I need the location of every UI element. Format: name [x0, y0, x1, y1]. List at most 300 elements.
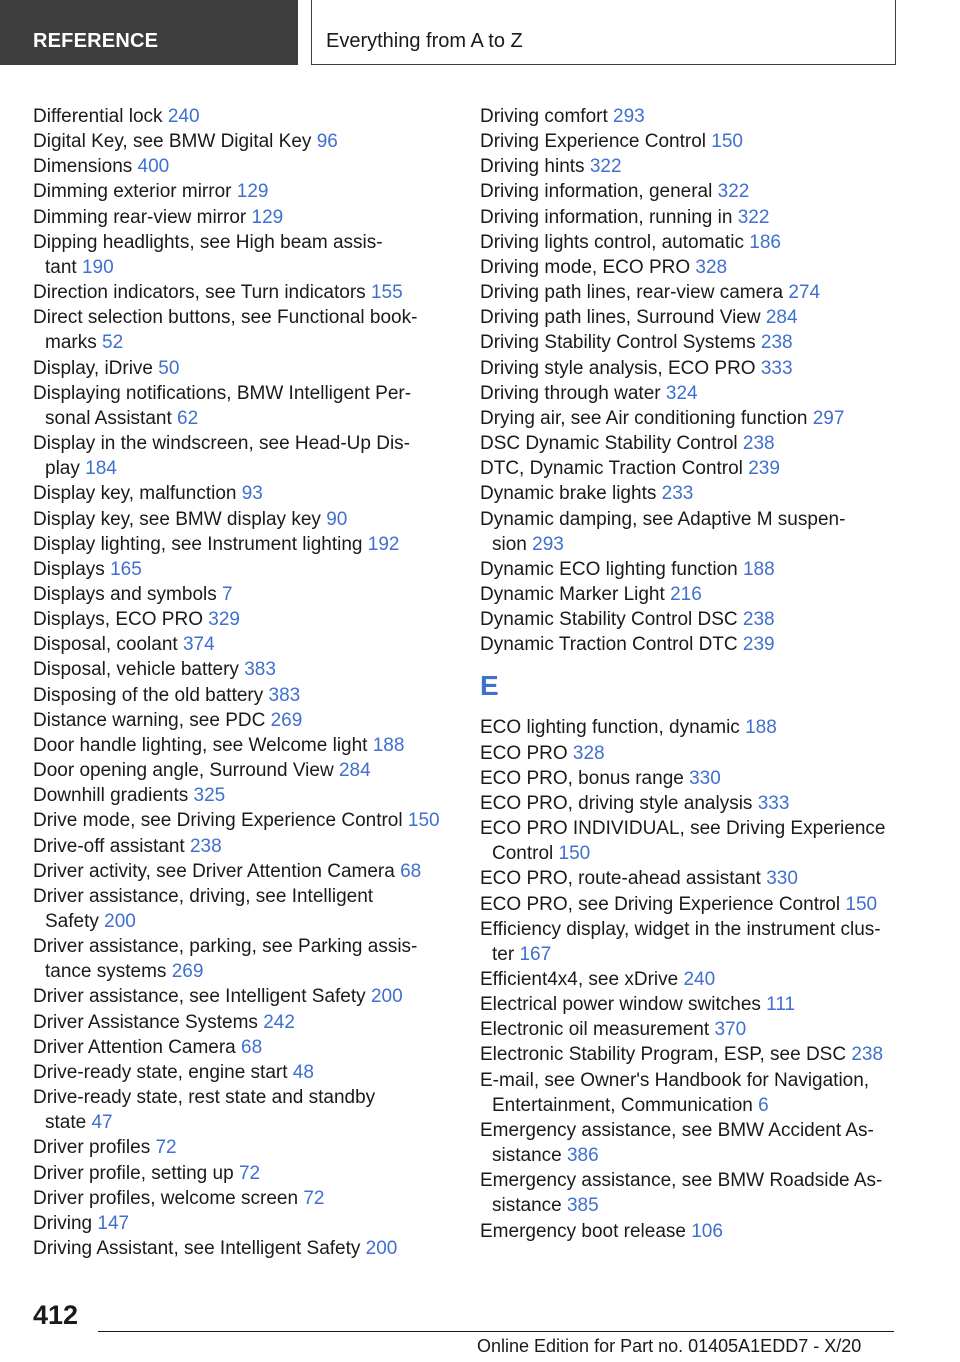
index-term: sistance [492, 1145, 562, 1167]
index-entry [33, 1135, 453, 1160]
index-term: Driver assistance, parking, see Parking assis- [33, 936, 418, 958]
index-entry-line [480, 791, 900, 816]
index-column-left [33, 104, 453, 1261]
index-entry-line [33, 708, 453, 733]
index-entry-line [33, 532, 453, 557]
section-tab-label: REFERENCE [33, 30, 159, 52]
index-term: Driver Assistance Systems [33, 1011, 258, 1033]
index-entry-line [33, 1236, 453, 1261]
index-entry-line [480, 607, 900, 632]
index-term: Dimming rear-view mirror [33, 206, 247, 228]
section-tab [0, 0, 298, 65]
index-entry-line [33, 330, 453, 355]
index-entry-line [33, 356, 453, 381]
page-reference-link[interactable]: 238 [851, 1044, 884, 1066]
page-reference-link[interactable]: 190 [81, 256, 114, 278]
index-term: Display key, malfunction [33, 483, 237, 505]
page-reference-link[interactable]: 106 [691, 1220, 723, 1242]
index-entry-line [33, 733, 453, 758]
index-term: Dimensions [33, 156, 133, 178]
index-entry-line [33, 154, 453, 179]
page-reference-link[interactable]: 322 [589, 156, 622, 178]
index-entry [480, 1219, 900, 1244]
index-entry-line [480, 381, 900, 406]
index-term: Downhill gradients [33, 785, 189, 807]
page-reference-link[interactable]: 96 [316, 131, 338, 153]
index-entry [33, 1085, 453, 1135]
index-entry [480, 381, 900, 406]
page-reference-link[interactable]: 111 [766, 994, 796, 1016]
index-term: Driver assistance, driving, see Intelligent [33, 885, 374, 907]
index-term: Driving [33, 1212, 93, 1234]
index-entry-line [480, 1193, 900, 1218]
page-reference-link[interactable]: 155 [370, 282, 403, 304]
index-entry-line [480, 917, 900, 942]
index-entry [480, 791, 900, 816]
index-term: Driving comfort [480, 106, 608, 127]
index-term: ECO PRO, driving style analysis [480, 792, 753, 814]
page-reference-link[interactable]: 330 [689, 767, 721, 789]
index-entry-line [33, 305, 453, 330]
index-entry-line [33, 406, 453, 431]
index-entry-line [480, 632, 900, 657]
index-entry [480, 481, 900, 506]
page-reference-link[interactable]: 184 [85, 458, 117, 480]
page-reference-link[interactable]: 68 [400, 860, 422, 882]
index-entry [33, 1060, 453, 1085]
index-term: Emergency assistance, see BMW Roadside As- [480, 1170, 883, 1192]
index-entry-line [480, 129, 900, 154]
page-reference-link[interactable]: 322 [737, 206, 770, 228]
page-reference-link[interactable]: 370 [714, 1019, 747, 1041]
page-reference-link[interactable]: 200 [365, 1238, 398, 1260]
index-entry-line [33, 783, 453, 808]
index-entry [33, 230, 453, 280]
index-entry [33, 1035, 453, 1060]
index-term: Electronic oil measurement [480, 1019, 710, 1041]
index-entry [480, 632, 900, 657]
index-term: Control [492, 843, 554, 865]
index-entry [33, 1186, 453, 1211]
page-reference-link[interactable]: 383 [244, 659, 276, 681]
index-entry [480, 280, 900, 305]
page-reference-link[interactable]: 333 [760, 357, 793, 379]
page-number: 412 [33, 1300, 79, 1330]
index-term: sion [492, 533, 527, 555]
index-term: Displays and symbols [33, 583, 217, 605]
page-reference-link[interactable]: 48 [292, 1061, 314, 1083]
index-entry-line [33, 909, 453, 934]
page-reference-link[interactable]: 238 [742, 609, 775, 631]
index-term: ECO lighting function, dynamic [480, 717, 740, 739]
index-entry [33, 1211, 453, 1236]
page-reference-link[interactable]: 147 [97, 1212, 130, 1234]
page-reference-link[interactable]: 7 [222, 583, 233, 605]
index-entry-line [33, 557, 453, 582]
page-reference-link[interactable]: 293 [613, 106, 645, 127]
index-entry-line [33, 255, 453, 280]
index-entry [480, 741, 900, 766]
page-reference-link[interactable]: 90 [326, 508, 348, 530]
index-term: Electrical power window switches [480, 994, 761, 1016]
index-entry-line [33, 431, 453, 456]
index-term: Drive-ready state, rest state and standby [33, 1087, 376, 1109]
page-reference-link[interactable]: 233 [661, 483, 694, 505]
index-entry-line [480, 715, 900, 740]
page-reference-link[interactable]: 188 [742, 558, 775, 580]
index-entry [33, 984, 453, 1009]
index-term: Driver profile, setting up [33, 1162, 234, 1184]
index-entry-line [33, 1161, 453, 1186]
page-reference-link[interactable]: 242 [263, 1011, 295, 1033]
index-term: Disposing of the old battery [33, 684, 264, 706]
index-entry-line [33, 1010, 453, 1035]
index-entry-line [33, 657, 453, 682]
index-entry-line [33, 1110, 453, 1135]
index-term: Display, iDrive [33, 357, 154, 379]
index-term: Dynamic damping, see Adaptive M suspen- [480, 508, 846, 530]
index-entry [33, 1161, 453, 1186]
index-term: DTC, Dynamic Traction Control [480, 458, 743, 480]
index-term: Driver profiles, welcome screen [33, 1187, 299, 1209]
index-term: Displays, ECO PRO [33, 609, 203, 631]
index-entry [480, 179, 900, 204]
page-reference-link[interactable]: 52 [102, 332, 124, 354]
index-entry [33, 557, 453, 582]
index-term: Efficient4x4, see xDrive [480, 969, 679, 990]
page-reference-link[interactable]: 329 [208, 609, 240, 631]
page-header [0, 0, 960, 66]
index-entry [33, 280, 453, 305]
index-term: sonal Assistant [45, 407, 172, 429]
index-entry [480, 1168, 900, 1218]
index-term: Direct selection buttons, see Functional book- [33, 307, 418, 329]
index-term: Door handle lighting, see Welcome light [33, 734, 368, 756]
index-term: Disposal, coolant [33, 634, 178, 656]
index-term: Drying air, see Air conditioning function [480, 407, 808, 429]
index-entry [480, 129, 900, 154]
index-entry [33, 104, 453, 129]
page-reference-link[interactable]: 62 [177, 407, 199, 429]
index-term: sistance [492, 1195, 562, 1217]
index-entry [33, 507, 453, 532]
index-entry [480, 557, 900, 582]
index-entry-line [33, 1211, 453, 1236]
index-entry-line [480, 1143, 900, 1168]
page-reference-link[interactable]: 269 [171, 961, 204, 983]
index-term: Drive-off assistant [33, 835, 185, 857]
index-term: Direction indicators, see Turn indicators [33, 282, 366, 304]
index-entry-line [33, 230, 453, 255]
index-entry [33, 154, 453, 179]
index-term: Entertainment, Communication [492, 1094, 753, 1116]
index-entry [33, 356, 453, 381]
index-term: Dynamic ECO lighting function [480, 558, 738, 580]
page-reference-link[interactable]: 238 [742, 433, 775, 455]
page-reference-link[interactable]: 188 [745, 717, 777, 739]
index-term: Driving path lines, rear-view camera [480, 282, 784, 304]
page-reference-link[interactable]: 68 [241, 1036, 263, 1058]
header-title-box [311, 0, 896, 65]
index-entry [480, 816, 900, 866]
index-entry [480, 431, 900, 456]
index-entry-line [33, 1186, 453, 1211]
index-entry [480, 507, 900, 557]
index-entry [480, 1118, 900, 1168]
page-reference-link[interactable]: 200 [104, 911, 136, 932]
index-entry [480, 330, 900, 355]
page-reference-link[interactable]: 200 [370, 986, 403, 1008]
page-reference-link[interactable]: 324 [665, 382, 698, 404]
page-reference-link[interactable]: 322 [717, 181, 750, 203]
index-entry [480, 917, 900, 967]
index-term: Display key, see BMW display key [33, 508, 321, 530]
index-entry [480, 582, 900, 607]
index-entry-line [33, 984, 453, 1009]
page-reference-link[interactable]: 165 [110, 558, 142, 580]
index-term: state [45, 1112, 87, 1134]
index-entry [480, 406, 900, 431]
index-term: Driving information, running in [480, 206, 733, 228]
index-entry [33, 683, 453, 708]
index-entry-line [33, 456, 453, 481]
page-reference-link[interactable]: 383 [268, 684, 301, 706]
index-entry [33, 431, 453, 481]
index-entry [33, 582, 453, 607]
page-reference-link[interactable]: 240 [167, 106, 200, 127]
page-reference-link[interactable]: 129 [236, 181, 269, 203]
index-term: Digital Key, see BMW Digital Key [33, 131, 312, 153]
page-reference-link[interactable]: 238 [189, 835, 222, 857]
index-entry-line [33, 758, 453, 783]
section-letter: E [480, 670, 499, 702]
index-term: Driver Attention Camera [33, 1036, 236, 1058]
index-entry-line [480, 481, 900, 506]
index-entry [33, 381, 453, 431]
index-entry-line [480, 1168, 900, 1193]
index-entry [480, 154, 900, 179]
index-entry-line [33, 632, 453, 657]
index-entry [480, 230, 900, 255]
index-entry-line [33, 381, 453, 406]
index-entry [480, 456, 900, 481]
index-entry-line [480, 255, 900, 280]
index-term: Dynamic Stability Control DSC [480, 609, 738, 631]
index-entry-line [480, 1219, 900, 1244]
index-entry [480, 892, 900, 917]
page-reference-link[interactable]: 167 [519, 943, 552, 965]
page-reference-link[interactable]: 284 [765, 307, 798, 329]
index-entry-line [480, 892, 900, 917]
page-reference-link[interactable]: 93 [241, 483, 263, 505]
index-term: ECO PRO, route-ahead assistant [480, 868, 761, 890]
index-entry [480, 766, 900, 791]
page-reference-link[interactable]: 72 [238, 1162, 261, 1184]
index-entry-line [480, 230, 900, 255]
index-term: ECO PRO INDIVIDUAL, see Driving Experience [480, 818, 886, 840]
index-term: marks [45, 332, 97, 354]
index-term: play [45, 458, 80, 480]
page-reference-link[interactable]: 333 [757, 792, 790, 814]
page-reference-link[interactable]: 386 [566, 1145, 599, 1167]
footer-divider [98, 1331, 894, 1332]
page-reference-link[interactable]: 239 [748, 458, 780, 480]
index-term: Driver activity, see Driver Attention Camera [33, 860, 395, 882]
page-reference-link[interactable]: 50 [158, 357, 180, 379]
page-reference-link[interactable]: 150 [711, 131, 743, 153]
page-reference-link[interactable]: 325 [193, 785, 226, 807]
page-reference-link[interactable]: 330 [766, 868, 798, 890]
page-reference-link[interactable]: 274 [788, 282, 821, 304]
index-term: Differential lock [33, 106, 163, 127]
index-entry-line [480, 557, 900, 582]
page-reference-link[interactable]: 239 [742, 634, 775, 656]
index-term: Disposal, vehicle battery [33, 659, 239, 681]
index-term: ECO PRO, see Driving Experience Control [480, 893, 841, 915]
index-term: Safety [45, 911, 99, 932]
index-entry-line [480, 356, 900, 381]
index-entry [480, 992, 900, 1017]
index-entry-line [480, 456, 900, 481]
index-entry [33, 859, 453, 884]
index-entry-line [480, 104, 900, 129]
index-entry [33, 607, 453, 632]
index-entry-line [480, 406, 900, 431]
index-entry [33, 179, 453, 204]
page-reference-link[interactable]: 269 [270, 709, 303, 731]
index-entry-line [33, 205, 453, 230]
index-term: ECO PRO, bonus range [480, 767, 684, 789]
index-entry-line [480, 330, 900, 355]
index-entry [480, 1017, 900, 1042]
index-entry-line [33, 582, 453, 607]
index-entry [33, 481, 453, 506]
page-reference-link[interactable]: 328 [695, 256, 728, 278]
page-reference-link[interactable]: 385 [566, 1195, 599, 1217]
index-entry-line [33, 1135, 453, 1160]
index-entry-line [480, 816, 900, 841]
index-term: Door opening angle, Surround View [33, 760, 334, 782]
index-entry [33, 934, 453, 984]
index-entry-line [480, 1093, 900, 1118]
index-term: Displaying notifications, BMW Intelligent Per- [33, 382, 412, 404]
index-term: Drive mode, see Driving Experience Control [33, 810, 403, 832]
index-term: Drive-ready state, engine start [33, 1061, 288, 1083]
page-reference-link[interactable]: 240 [683, 969, 716, 990]
index-term: Driving Stability Control Systems [480, 332, 756, 354]
index-entry [480, 715, 900, 740]
index-term: tance systems [45, 961, 167, 983]
page-reference-link[interactable]: 297 [812, 407, 845, 429]
index-entry-line [480, 1068, 900, 1093]
page-reference-link[interactable]: 6 [758, 1094, 769, 1116]
index-term: Driving lights control, automatic [480, 231, 744, 253]
index-entry [33, 783, 453, 808]
index-column-right [480, 104, 900, 1244]
page-reference-link[interactable]: 284 [338, 760, 371, 782]
page-reference-link[interactable]: 188 [372, 734, 405, 756]
index-entry [33, 129, 453, 154]
index-entry-line [33, 1060, 453, 1085]
index-entry [33, 632, 453, 657]
index-entry [33, 884, 453, 934]
index-entry-line [480, 305, 900, 330]
page-reference-link[interactable]: 129 [251, 206, 284, 228]
page-reference-link[interactable]: 72 [303, 1187, 325, 1209]
page-reference-link[interactable]: 374 [182, 634, 215, 656]
index-term: Driver assistance, see Intelligent Safety [33, 986, 366, 1008]
index-entry-line [480, 841, 900, 866]
page-reference-link[interactable]: 150 [558, 843, 591, 865]
index-entry-line [33, 280, 453, 305]
index-term: Display lighting, see Instrument lighting [33, 533, 363, 555]
page-reference-link[interactable]: 216 [670, 583, 702, 605]
page-reference-link[interactable]: 293 [532, 533, 564, 555]
page-reference-link[interactable]: 192 [367, 533, 400, 555]
index-entry [33, 305, 453, 355]
page-reference-link[interactable]: 47 [91, 1112, 113, 1134]
index-entry-line [480, 179, 900, 204]
index-term: Driving path lines, Surround View [480, 307, 761, 329]
index-term: Driver profiles [33, 1137, 151, 1159]
index-entry-line [480, 532, 900, 557]
index-entry-line [33, 859, 453, 884]
index-term: Dynamic Marker Light [480, 583, 665, 605]
index-term: Emergency assistance, see BMW Accident As- [480, 1119, 874, 1141]
index-entry-line [480, 741, 900, 766]
index-term: Driving through water [480, 382, 661, 404]
index-term: Driving Assistant, see Intelligent Safety [33, 1238, 361, 1260]
index-term: Distance warning, see PDC [33, 709, 266, 731]
index-entry [480, 866, 900, 891]
index-entry-line [33, 507, 453, 532]
index-entry-line [480, 992, 900, 1017]
page-reference-link[interactable]: 238 [760, 332, 793, 354]
index-entry-line [480, 1042, 900, 1067]
page-reference-link[interactable]: 150 [407, 810, 440, 832]
index-entry [33, 708, 453, 733]
index-term: Dimming exterior mirror [33, 181, 232, 203]
index-entry [480, 356, 900, 381]
index-entry-line [33, 104, 453, 129]
page-reference-link[interactable]: 328 [572, 742, 605, 764]
page-reference-link[interactable]: 150 [845, 893, 878, 915]
page-reference-link[interactable]: 72 [155, 1137, 177, 1159]
index-term: Dipping headlights, see High beam assis- [33, 231, 383, 253]
index-term: Driving information, general [480, 181, 713, 203]
index-term: E-mail, see Owner's Handbook for Navigation, [480, 1069, 870, 1091]
index-entry [33, 808, 453, 833]
index-term: Electronic Stability Program, ESP, see DSC [480, 1044, 847, 1066]
index-entry-line [33, 884, 453, 909]
index-entry [480, 305, 900, 330]
index-term: Driving mode, ECO PRO [480, 256, 691, 278]
index-entry-line [480, 942, 900, 967]
index-entry-line [33, 834, 453, 859]
page-reference-link[interactable]: 400 [137, 156, 170, 178]
page-reference-link[interactable]: 186 [749, 231, 781, 253]
index-entry-line [33, 481, 453, 506]
index-term: Driving Experience Control [480, 131, 706, 153]
index-term: ter [492, 943, 515, 965]
index-entry [480, 255, 900, 280]
index-entry [33, 834, 453, 859]
index-entry [480, 205, 900, 230]
index-entry-line [480, 866, 900, 891]
index-term: Driving hints [480, 156, 585, 178]
index-entry-line [33, 959, 453, 984]
index-entry-line [480, 1017, 900, 1042]
